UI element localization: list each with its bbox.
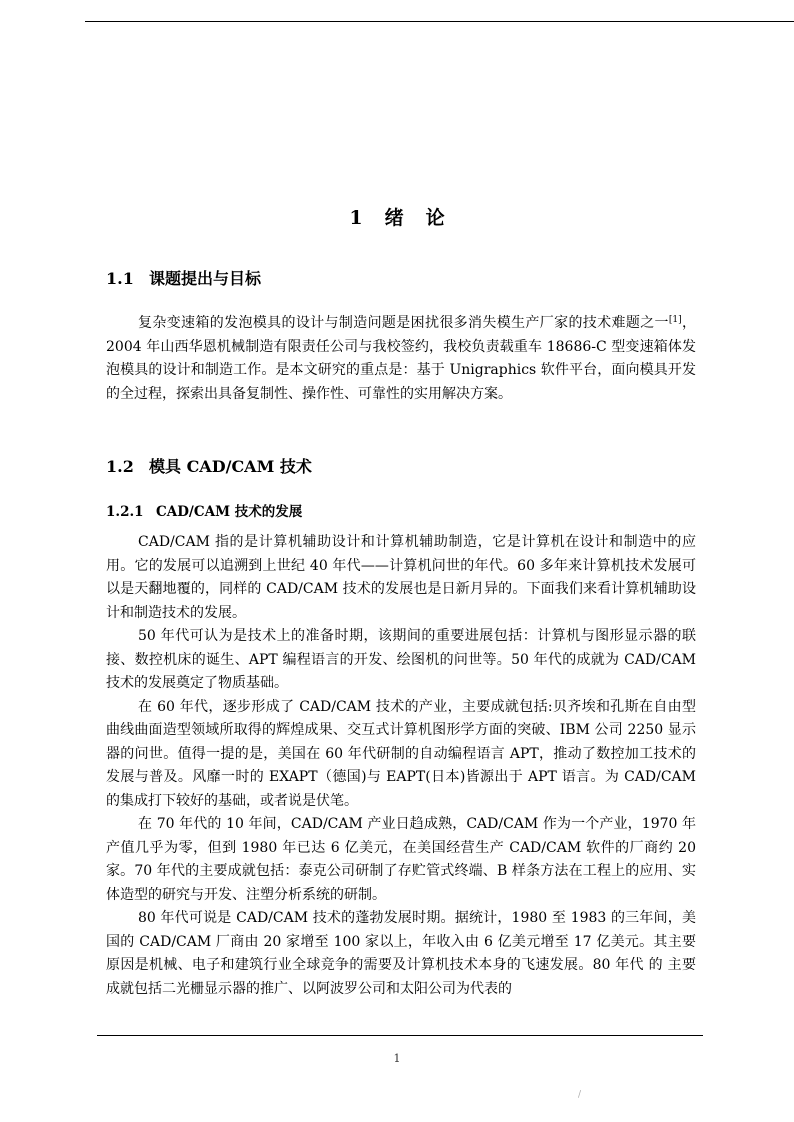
section-title: 模具 CAD/CAM 技术 xyxy=(149,457,312,476)
section-1-2-1-heading xyxy=(106,500,302,520)
chapter-title-char-2: 论 xyxy=(425,207,445,229)
paragraph: 80 年代可说是 CAD/CAM 技术的蓬勃发展时期。据统计，1980 至 1983 的三年间，美国的 CAD/CAM 厂商由 20 家增至 100 家以上，年收入由 6 亿美元增至 17 亿美元。其主要原因是机械、电子和建筑行业全球竞争的需要及计算机技术本身的飞速发展。80 年代 的 主要成就包括二光栅显示器的推广、以阿波罗公司和太阳公司为代表的 xyxy=(106,910,696,997)
paragraph: 50 年代可认为是技术上的准备时期，该期间的重要进展包括：计算机与图形显示器的联接、数控机床的诞生、APT 编程语言的开发、绘图机的问世等。50 年代的成就为 CAD/CAM 技术的发展奠定了物质基础。 xyxy=(106,628,696,691)
citation-ref: [1] xyxy=(668,315,682,325)
footer-rule xyxy=(97,1035,703,1036)
paragraph: 在 60 年代，逐步形成了 CAD/CAM 技术的产业，主要成就包括:贝齐埃和孔斯在自由型曲线曲面造型领域所取得的辉煌成果、交互式计算机图形学方面的突破、IBM 公司 2250 显示器的问世。值得一提的是，美国在 60 年代研制的自动编程语言 APT，推动了数控加工技术的发展与普及。风靡一时的 EXAPT（德国)与 EAPT(日本)皆源出于 APT 语言。为 CAD/CAM 的集成打下较好的基础，或者说是伏笔。 xyxy=(106,698,696,809)
chapter-number: 1 xyxy=(349,207,363,229)
chapter-title xyxy=(0,203,794,230)
chapter-title-char-1: 绪 xyxy=(384,207,404,229)
section-title: 课题提出与目标 xyxy=(149,269,262,288)
section-number: 1.2 xyxy=(106,457,134,476)
corner-mark: / xyxy=(578,1090,582,1100)
section-number: 1.1 xyxy=(106,269,134,288)
page-number: 1 xyxy=(393,1052,401,1065)
section-title: CAD/CAM 技术的发展 xyxy=(156,504,303,520)
paragraph: 复杂变速箱的发泡模具的设计与制造问题是困扰很多消失模生产厂家的技术难题之一[1]，2004 年山西华恩机械制造有限责任公司与我校签约，我校负责载重车 18686-C 型变速箱体发泡模具的设计和制造工作。是本文研究的重点是：基于 Unigraphics 软件平台，面向模具开发的全过程，探索出具备复制性、操作性、可靠性的实用解决方案。 xyxy=(106,315,697,402)
section-1-2-1-body xyxy=(106,531,696,1001)
paragraph: CAD/CAM 指的是计算机辅助设计和计算机辅助制造，它是计算机在设计和制造中的应用。它的发展可以追溯到上世纪 40 年代——计算机问世的年代。60 多年来计算机技术发展可以是天翻地覆的，同样的 CAD/CAM 技术的发展也是日新月异的。下面我们来看计算机辅助设计和制造技术的发展。 xyxy=(106,534,696,621)
section-1-1-body xyxy=(106,309,696,406)
header-rule xyxy=(85,21,794,22)
section-number: 1.2.1 xyxy=(106,504,144,520)
section-1-1-heading xyxy=(106,266,261,289)
section-1-2-heading xyxy=(106,454,312,477)
paragraph: 在 70 年代的 10 年间，CAD/CAM 产业日趋成熟，CAD/CAM 作为一个产业，1970 年产值几乎为零，但到 1980 年已达 6 亿美元，在美国经营生产 CAD/CAM 软件的厂商约 20 家。70 年代的主要成就包括：泰克公司研制了存贮管式终端、B 样条方法在工程上的应用、实体造型的研究与开发、注塑分析系统的研制。 xyxy=(106,816,696,903)
